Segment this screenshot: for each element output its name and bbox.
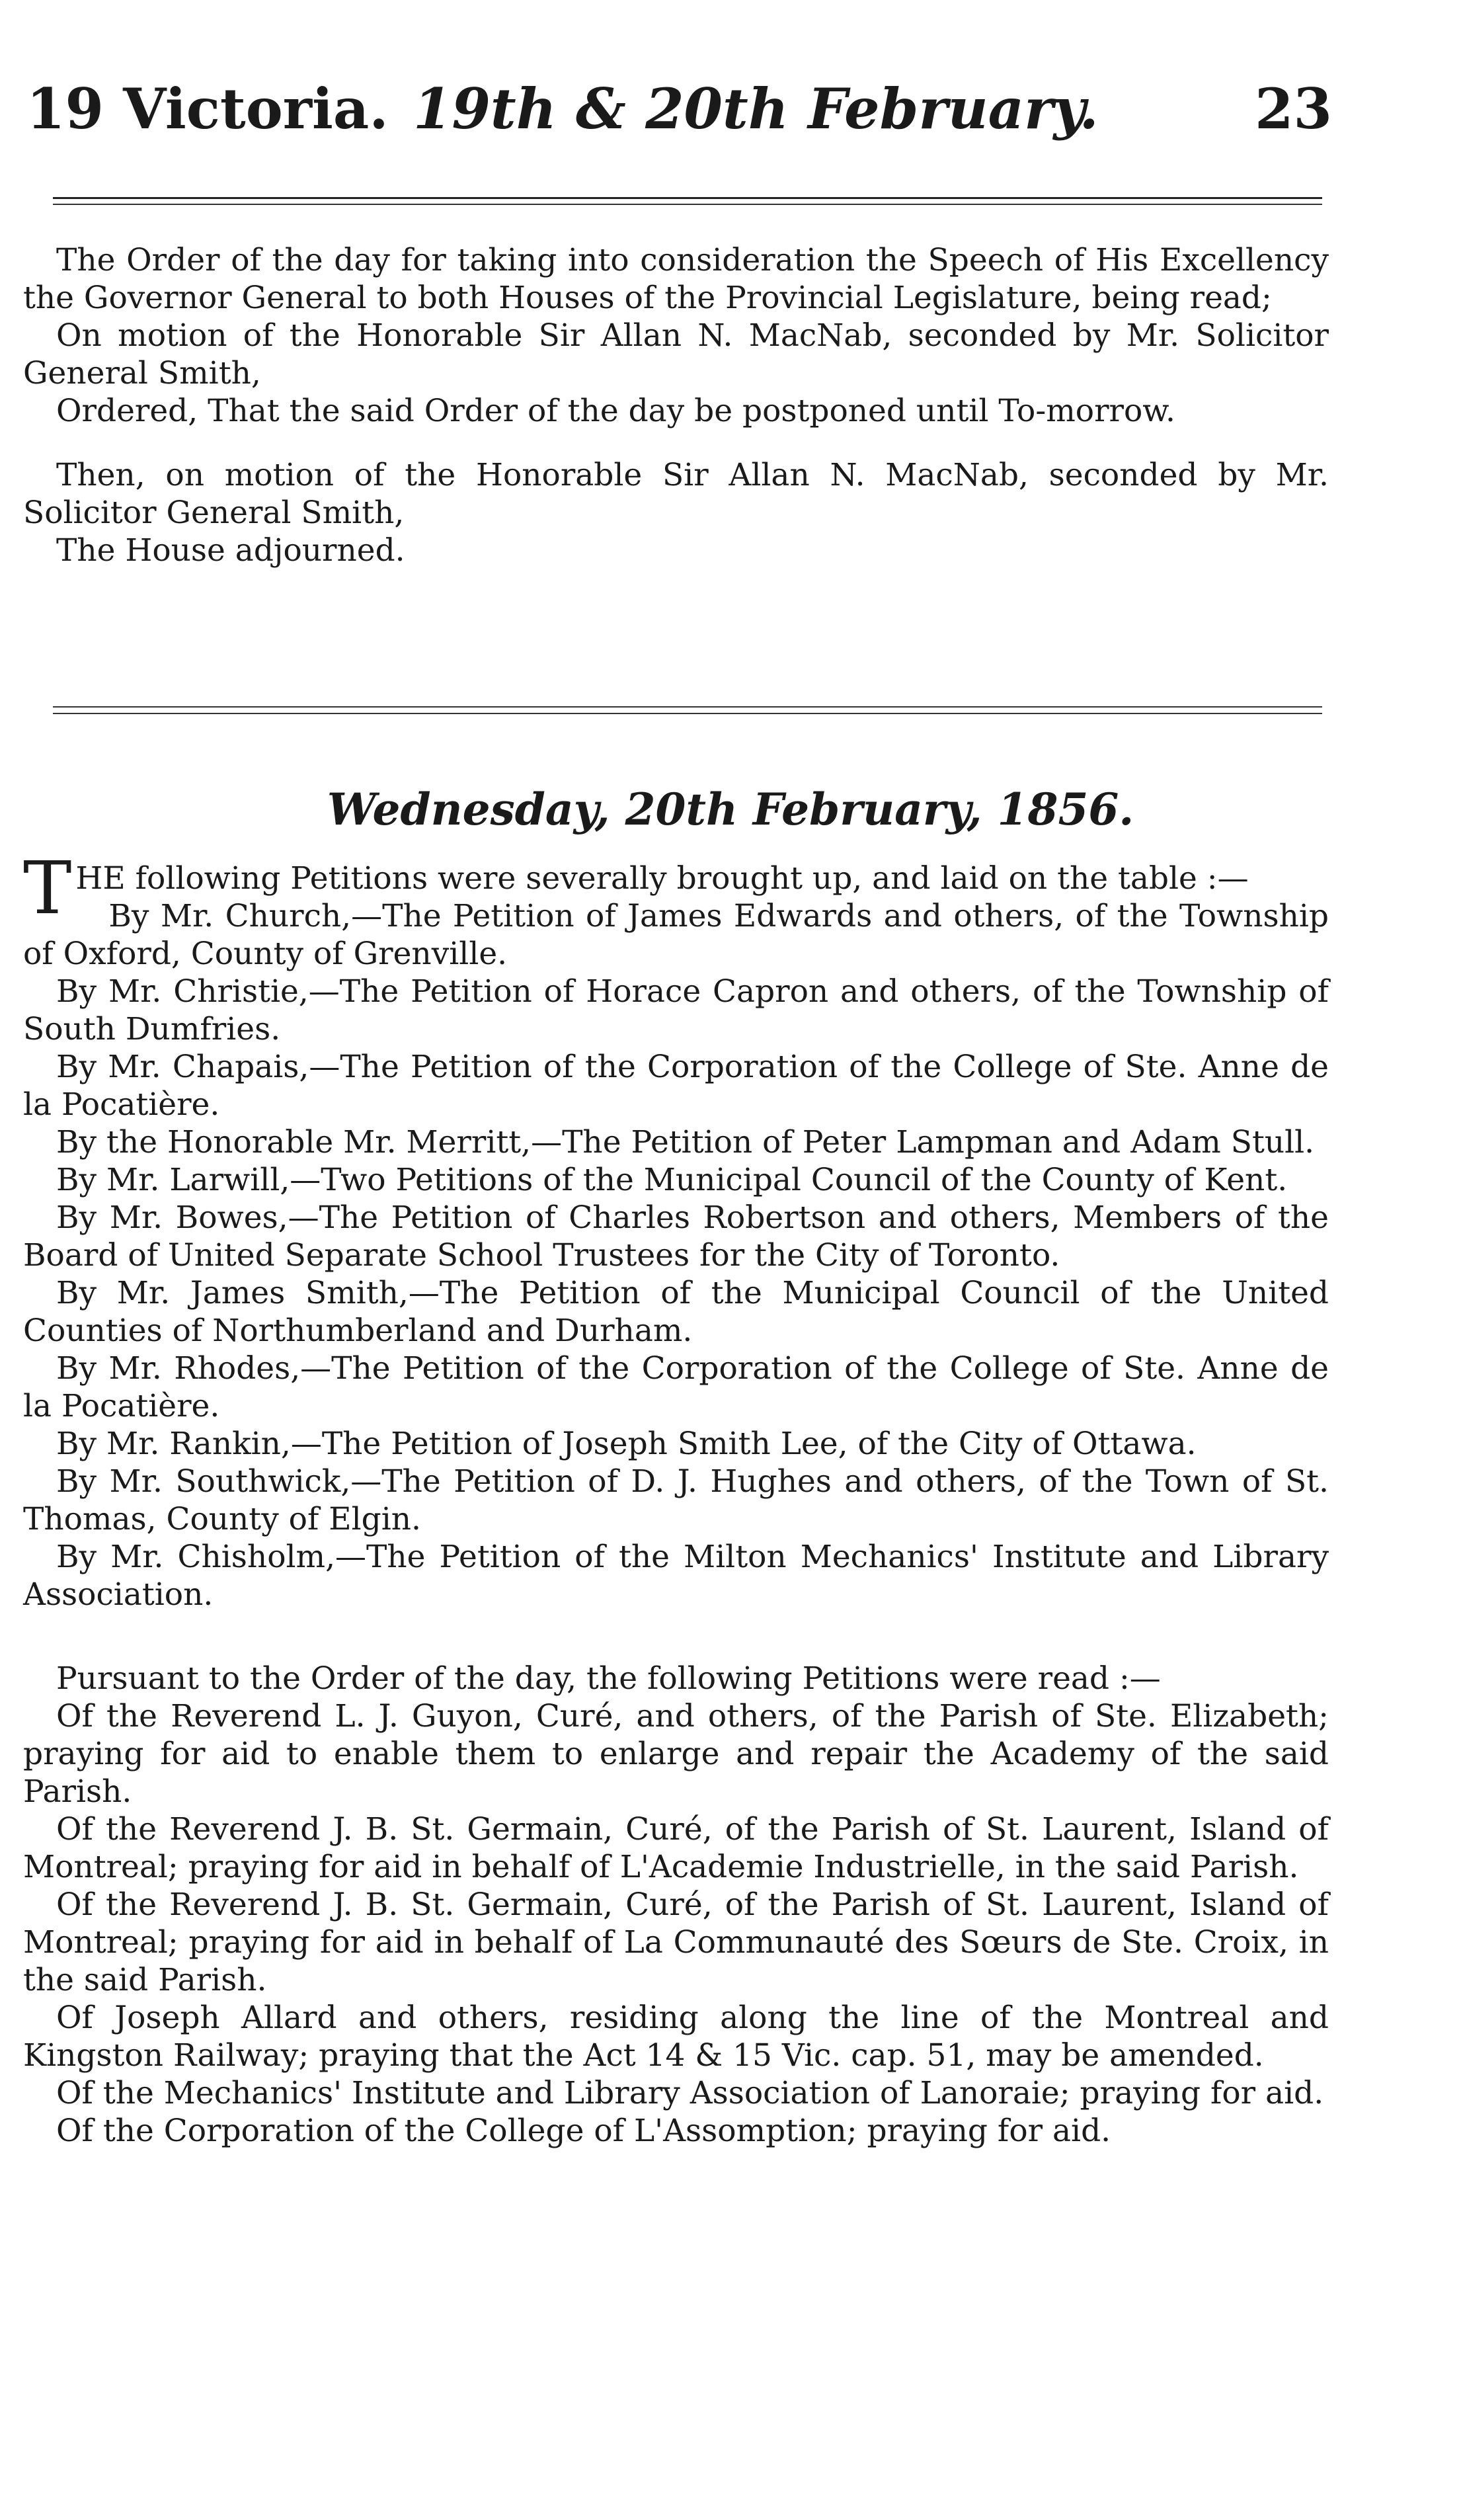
petition-read-item: Of the Corporation of the College of L'Assomption; praying for aid. bbox=[56, 2113, 1111, 2149]
petition-read-item: Of Joseph Allard and others, residing along the line of the Montreal and Kingston Railway; praying that the Act 14 & 15 Vic. cap. 51, may be amended. bbox=[23, 2000, 1329, 2074]
header-session: 19 Victoria. bbox=[26, 76, 389, 142]
paragraph-motion: On motion of the Honorable Sir Allan N. MacNab, seconded by Mr. Solicitor General Smith, bbox=[23, 317, 1329, 391]
drop-cap: T bbox=[23, 846, 72, 930]
petition-item: By Mr. Rankin,—The Petition of Joseph Smith Lee, of the City of Ottawa. bbox=[56, 1426, 1197, 1462]
petition-read-item: Of the Reverend L. J. Guyon, Curé, and others, of the Parish of Ste. Elizabeth; praying for aid to enable them to enlarge and repair the Academy of the said Parish. bbox=[23, 1698, 1329, 1810]
petition-read-item: Of the Reverend J. B. St. Germain, Curé, of the Parish of St. Laurent, Island of Montreal; praying for aid in behalf of La Communauté des Sœurs de Ste. Croix, in the said Parish. bbox=[23, 1887, 1329, 1998]
date-heading: Wednesday, 20th February, 1856. bbox=[327, 784, 1134, 835]
petition-item: By Mr. Rhodes,—The Petition of the Corporation of the College of Ste. Anne de la Pocatière. bbox=[23, 1350, 1329, 1424]
petitions-intro bbox=[23, 846, 1329, 930]
petition-item: By Mr. Bowes,—The Petition of Charles Robertson and others, Members of the Board of United Separate School Trustees for the City of Toronto. bbox=[23, 1199, 1329, 1274]
paragraph-order-of-day: The Order of the day for taking into consideration the Speech of His Excellency the Governor General to both Houses of the Provincial Legislature, being read; bbox=[23, 242, 1329, 316]
petition-item: By Mr. Southwick,—The Petition of D. J. Hughes and others, of the Town of St. Thomas, County of Elgin. bbox=[23, 1463, 1329, 1537]
header-rule-bottom bbox=[53, 204, 1322, 205]
paragraph-adjourned: The House adjourned. bbox=[56, 532, 405, 569]
petition-item: By Mr. James Smith,—The Petition of the Municipal Council of the United Counties of Northumberland and Durham. bbox=[23, 1275, 1329, 1349]
petition-read-item: Of the Mechanics' Institute and Library Association of Lanoraie; praying for aid. bbox=[56, 2075, 1324, 2111]
petition-item: By Mr. Church,—The Petition of James Edwards and others, of the Township of Oxford, County of Grenville. bbox=[23, 898, 1329, 972]
header-rule-top bbox=[53, 197, 1322, 199]
section-rule-bottom bbox=[53, 713, 1322, 714]
petition-item: By Mr. Larwill,—Two Petitions of the Municipal Council of the County of Kent. bbox=[56, 1162, 1288, 1198]
petition-item: By the Honorable Mr. Merritt,—The Petition of Peter Lampman and Adam Stull. bbox=[56, 1124, 1315, 1160]
page-number: 23 bbox=[1255, 76, 1332, 142]
petition-item: By Mr. Chapais,—The Petition of the Corporation of the College of Ste. Anne de la Pocatière. bbox=[23, 1049, 1329, 1123]
section-petitions-brought-up bbox=[23, 846, 1329, 2150]
petition-read-item: Of the Reverend J. B. St. Germain, Curé, of the Parish of St. Laurent, Island of Montreal; praying for aid in behalf of L'Academie Industrielle, in the said Parish. bbox=[23, 1811, 1329, 1885]
petition-item: By Mr. Christie,—The Petition of Horace Capron and others, of the Township of South Dumfries. bbox=[23, 973, 1329, 1047]
petition-item: By Mr. Chisholm,—The Petition of the Milton Mechanics' Institute and Library Association. bbox=[23, 1539, 1329, 1613]
paragraph-adjourn-motion: Then, on motion of the Honorable Sir Allan N. MacNab, seconded by Mr. Solicitor General Smith, bbox=[23, 457, 1329, 531]
section-rule-top bbox=[53, 706, 1322, 708]
header-dates: 19th & 20th February. bbox=[413, 76, 1099, 142]
petitions-intro-text: HE following Petitions were severally brought up, and laid on the table :— bbox=[75, 860, 1249, 897]
page-header bbox=[26, 76, 1332, 149]
petitions-read-intro: Pursuant to the Order of the day, the following Petitions were read :— bbox=[56, 1660, 1161, 1697]
section-19th-february bbox=[23, 241, 1329, 569]
paragraph-ordered: Ordered, That the said Order of the day be postponed until To-morrow. bbox=[56, 393, 1175, 429]
